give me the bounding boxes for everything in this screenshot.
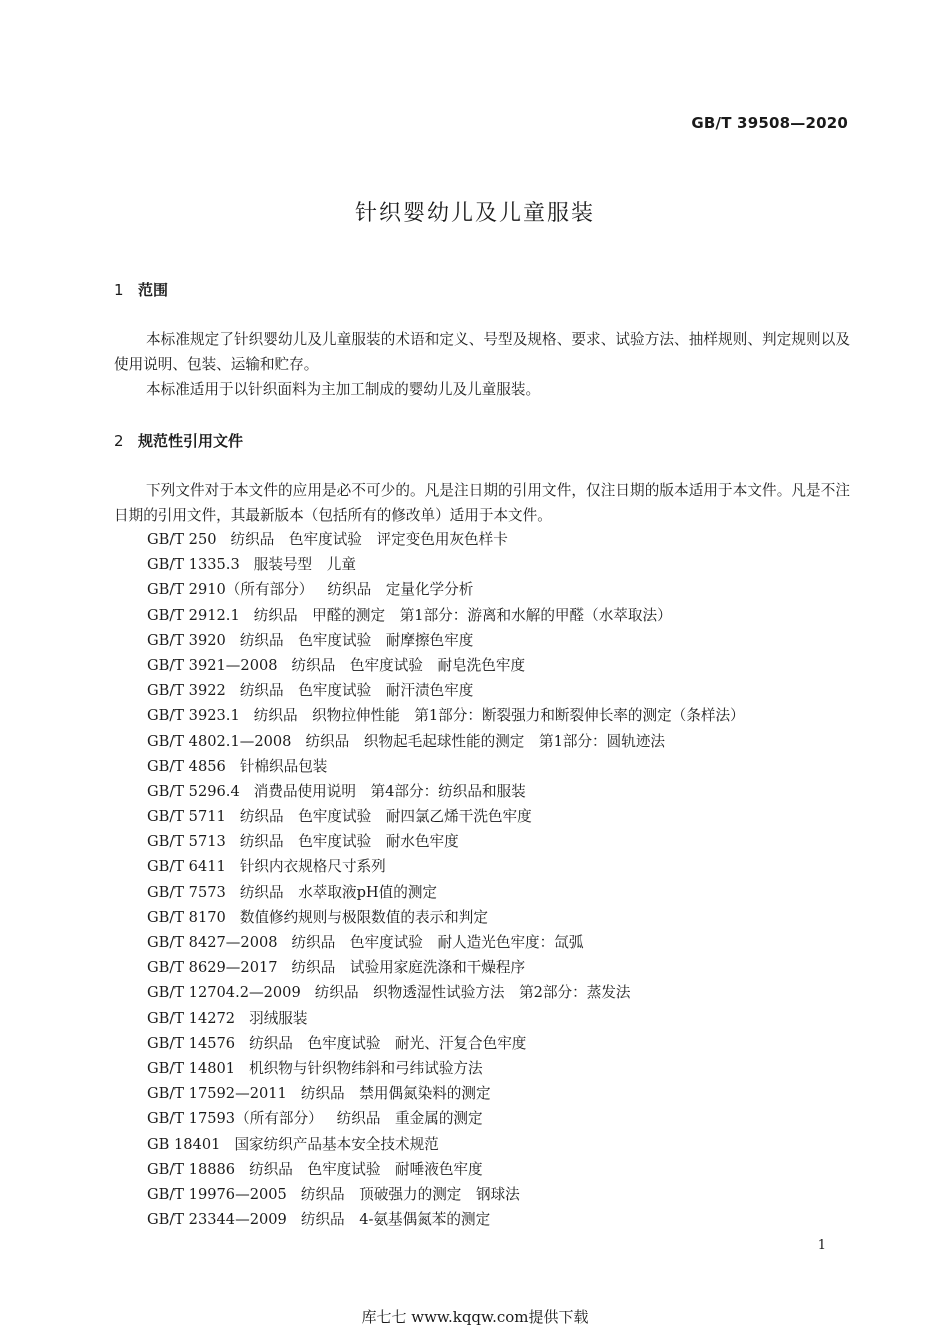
reference-title: 纺织品 织物透湿性试验方法 第2部分：蒸发法 bbox=[314, 984, 631, 1002]
reference-code: GB/T 4802.1—2008 bbox=[147, 732, 292, 750]
reference-code: GB/T 5711 bbox=[147, 808, 226, 826]
reference-code: GB/T 8170 bbox=[147, 908, 226, 926]
reference-item bbox=[147, 829, 745, 854]
reference-title: 机织物与针织物纬斜和弓纬试验方法 bbox=[249, 1059, 483, 1077]
reference-item bbox=[147, 1081, 745, 1106]
reference-title: 纺织品 4-氨基偶氮苯的测定 bbox=[300, 1211, 491, 1229]
reference-title: 纺织品 色牢度试验 耐皂洗色牢度 bbox=[291, 656, 526, 674]
reference-title: 纺织品 色牢度试验 耐四氯乙烯干洗色牢度 bbox=[239, 808, 532, 826]
reference-item bbox=[147, 1132, 745, 1157]
reference-code: GB/T 5296.4 bbox=[147, 782, 240, 800]
reference-item bbox=[147, 703, 745, 728]
reference-item bbox=[147, 729, 745, 754]
reference-code: GB/T 7573 bbox=[147, 883, 226, 901]
reference-code: GB/T 23344—2009 bbox=[147, 1211, 287, 1229]
reference-code: GB/T 3923.1 bbox=[147, 707, 240, 725]
reference-item bbox=[147, 980, 745, 1005]
reference-code: GB/T 19976—2005 bbox=[147, 1185, 287, 1203]
reference-item bbox=[147, 577, 745, 602]
reference-item bbox=[147, 1157, 745, 1182]
reference-title: 纺织品 甲醛的测定 第1部分：游离和水解的甲醛（水萃取法） bbox=[253, 606, 672, 624]
reference-code: GB/T 17593（所有部分） bbox=[147, 1110, 323, 1128]
reference-code: GB/T 250 bbox=[147, 531, 217, 548]
reference-title: 纺织品 织物起毛起球性能的测定 第1部分：圆轨迹法 bbox=[305, 732, 666, 750]
reference-title: 纺织品 色牢度试验 耐摩擦色牢度 bbox=[239, 631, 474, 649]
reference-item bbox=[147, 779, 745, 804]
reference-title: 纺织品 织物拉伸性能 第1部分：断裂强力和断裂伸长率的测定（条样法） bbox=[253, 707, 745, 725]
reference-code: GB/T 8629—2017 bbox=[147, 959, 278, 977]
reference-title: 纺织品 色牢度试验 耐汗渍色牢度 bbox=[239, 682, 474, 700]
reference-item bbox=[147, 880, 745, 905]
reference-item bbox=[147, 1056, 745, 1081]
reference-item bbox=[147, 754, 745, 779]
reference-title: 纺织品 禁用偶氮染料的测定 bbox=[300, 1085, 491, 1103]
reference-title: 纺织品 色牢度试验 耐水色牢度 bbox=[239, 833, 459, 851]
section-title: 规范性引用文件 bbox=[138, 432, 244, 450]
reference-title: 数值修约规则与极限数值的表示和判定 bbox=[239, 908, 488, 926]
section-heading-normative-references bbox=[114, 430, 243, 451]
reference-item bbox=[147, 678, 745, 703]
reference-code: GB/T 17592—2011 bbox=[147, 1085, 287, 1103]
reference-title: 针棉织品包装 bbox=[239, 757, 328, 775]
section-number: 2 bbox=[114, 432, 124, 450]
reference-code: GB 18401 bbox=[147, 1135, 221, 1153]
reference-item bbox=[147, 1207, 745, 1232]
reference-item bbox=[147, 1182, 745, 1207]
reference-code: GB/T 3922 bbox=[147, 682, 226, 700]
reference-title: 纺织品 色牢度试验 耐人造光色牢度：氙弧 bbox=[291, 934, 584, 951]
reference-list bbox=[147, 527, 745, 1232]
reference-item bbox=[147, 1106, 745, 1131]
scope-paragraph-1: 本标准规定了针织婴幼儿及儿童服装的术语和定义、号型及规格、要求、试验方法、抽样规则、判定规则以及使用说明、包装、运输和贮存。 bbox=[114, 331, 850, 373]
reference-title: 消费品使用说明 第4部分：纺织品和服装 bbox=[253, 782, 526, 800]
reference-code: GB/T 2912.1 bbox=[147, 606, 240, 624]
reference-title: 羽绒服装 bbox=[249, 1009, 308, 1027]
reference-item bbox=[147, 527, 745, 552]
reference-item bbox=[147, 905, 745, 930]
reference-title: 纺织品 色牢度试验 耐光、汗复合色牢度 bbox=[249, 1034, 527, 1052]
section-number: 1 bbox=[114, 281, 124, 299]
reference-code: GB/T 14272 bbox=[147, 1009, 236, 1027]
reference-item bbox=[147, 955, 745, 980]
download-source-footer: 库七七 www.kqqw.com提供下载 bbox=[361, 1308, 589, 1326]
reference-code: GB/T 8427—2008 bbox=[147, 934, 278, 951]
section-heading-scope bbox=[114, 279, 168, 300]
reference-item bbox=[147, 804, 745, 829]
reference-code: GB/T 3920 bbox=[147, 631, 226, 649]
reference-code: GB/T 2910（所有部分） bbox=[147, 581, 314, 599]
section-title: 范围 bbox=[138, 281, 169, 299]
reference-title: 纺织品 顶破强力的测定 钢球法 bbox=[300, 1185, 520, 1203]
reference-code: GB/T 6411 bbox=[147, 858, 226, 876]
reference-title: 纺织品 水萃取液pH值的测定 bbox=[239, 883, 438, 901]
reference-title: 纺织品 色牢度试验 评定变色用灰色样卡 bbox=[230, 531, 508, 548]
reference-item bbox=[147, 930, 745, 955]
reference-code: GB/T 14576 bbox=[147, 1034, 236, 1052]
reference-title: 国家纺织产品基本安全技术规范 bbox=[234, 1135, 439, 1153]
reference-item bbox=[147, 603, 745, 628]
scope-paragraph-2: 本标准适用于以针织面料为主加工制成的婴幼儿及儿童服装。 bbox=[146, 381, 541, 398]
reference-item bbox=[147, 854, 745, 879]
reference-title: 纺织品 重金属的测定 bbox=[336, 1110, 483, 1128]
reference-title: 纺织品 色牢度试验 耐唾液色牢度 bbox=[249, 1160, 483, 1178]
reference-item bbox=[147, 653, 745, 678]
reference-title: 纺织品 定量化学分析 bbox=[327, 581, 474, 599]
page-number: 1 bbox=[817, 1238, 826, 1253]
reference-code: GB/T 14801 bbox=[147, 1059, 236, 1077]
reference-code: GB/T 1335.3 bbox=[147, 556, 240, 574]
reference-item bbox=[147, 1031, 745, 1056]
reference-title: 针织内衣规格尺寸系列 bbox=[239, 858, 386, 876]
reference-code: GB/T 5713 bbox=[147, 833, 226, 851]
reference-item bbox=[147, 628, 745, 653]
reference-code: GB/T 4856 bbox=[147, 757, 226, 775]
reference-title: 纺织品 试验用家庭洗涤和干燥程序 bbox=[291, 959, 526, 977]
reference-code: GB/T 18886 bbox=[147, 1160, 236, 1178]
reference-code: GB/T 3921—2008 bbox=[147, 656, 278, 674]
document-title: 针织婴幼儿及儿童服装 bbox=[354, 201, 595, 226]
references-intro-paragraph: 下列文件对于本文件的应用是必不可少的。凡是注日期的引用文件，仅注日期的版本适用于本文件。凡是不注日期的引用文件，其最新版本（包括所有的修改单）适用于本文件。 bbox=[114, 482, 850, 524]
standard-number: GB/T 39508—2020 bbox=[691, 114, 848, 132]
reference-item bbox=[147, 1006, 745, 1031]
reference-code: GB/T 12704.2—2009 bbox=[147, 984, 301, 1002]
reference-item bbox=[147, 552, 745, 577]
reference-title: 服装号型 儿童 bbox=[253, 556, 356, 574]
